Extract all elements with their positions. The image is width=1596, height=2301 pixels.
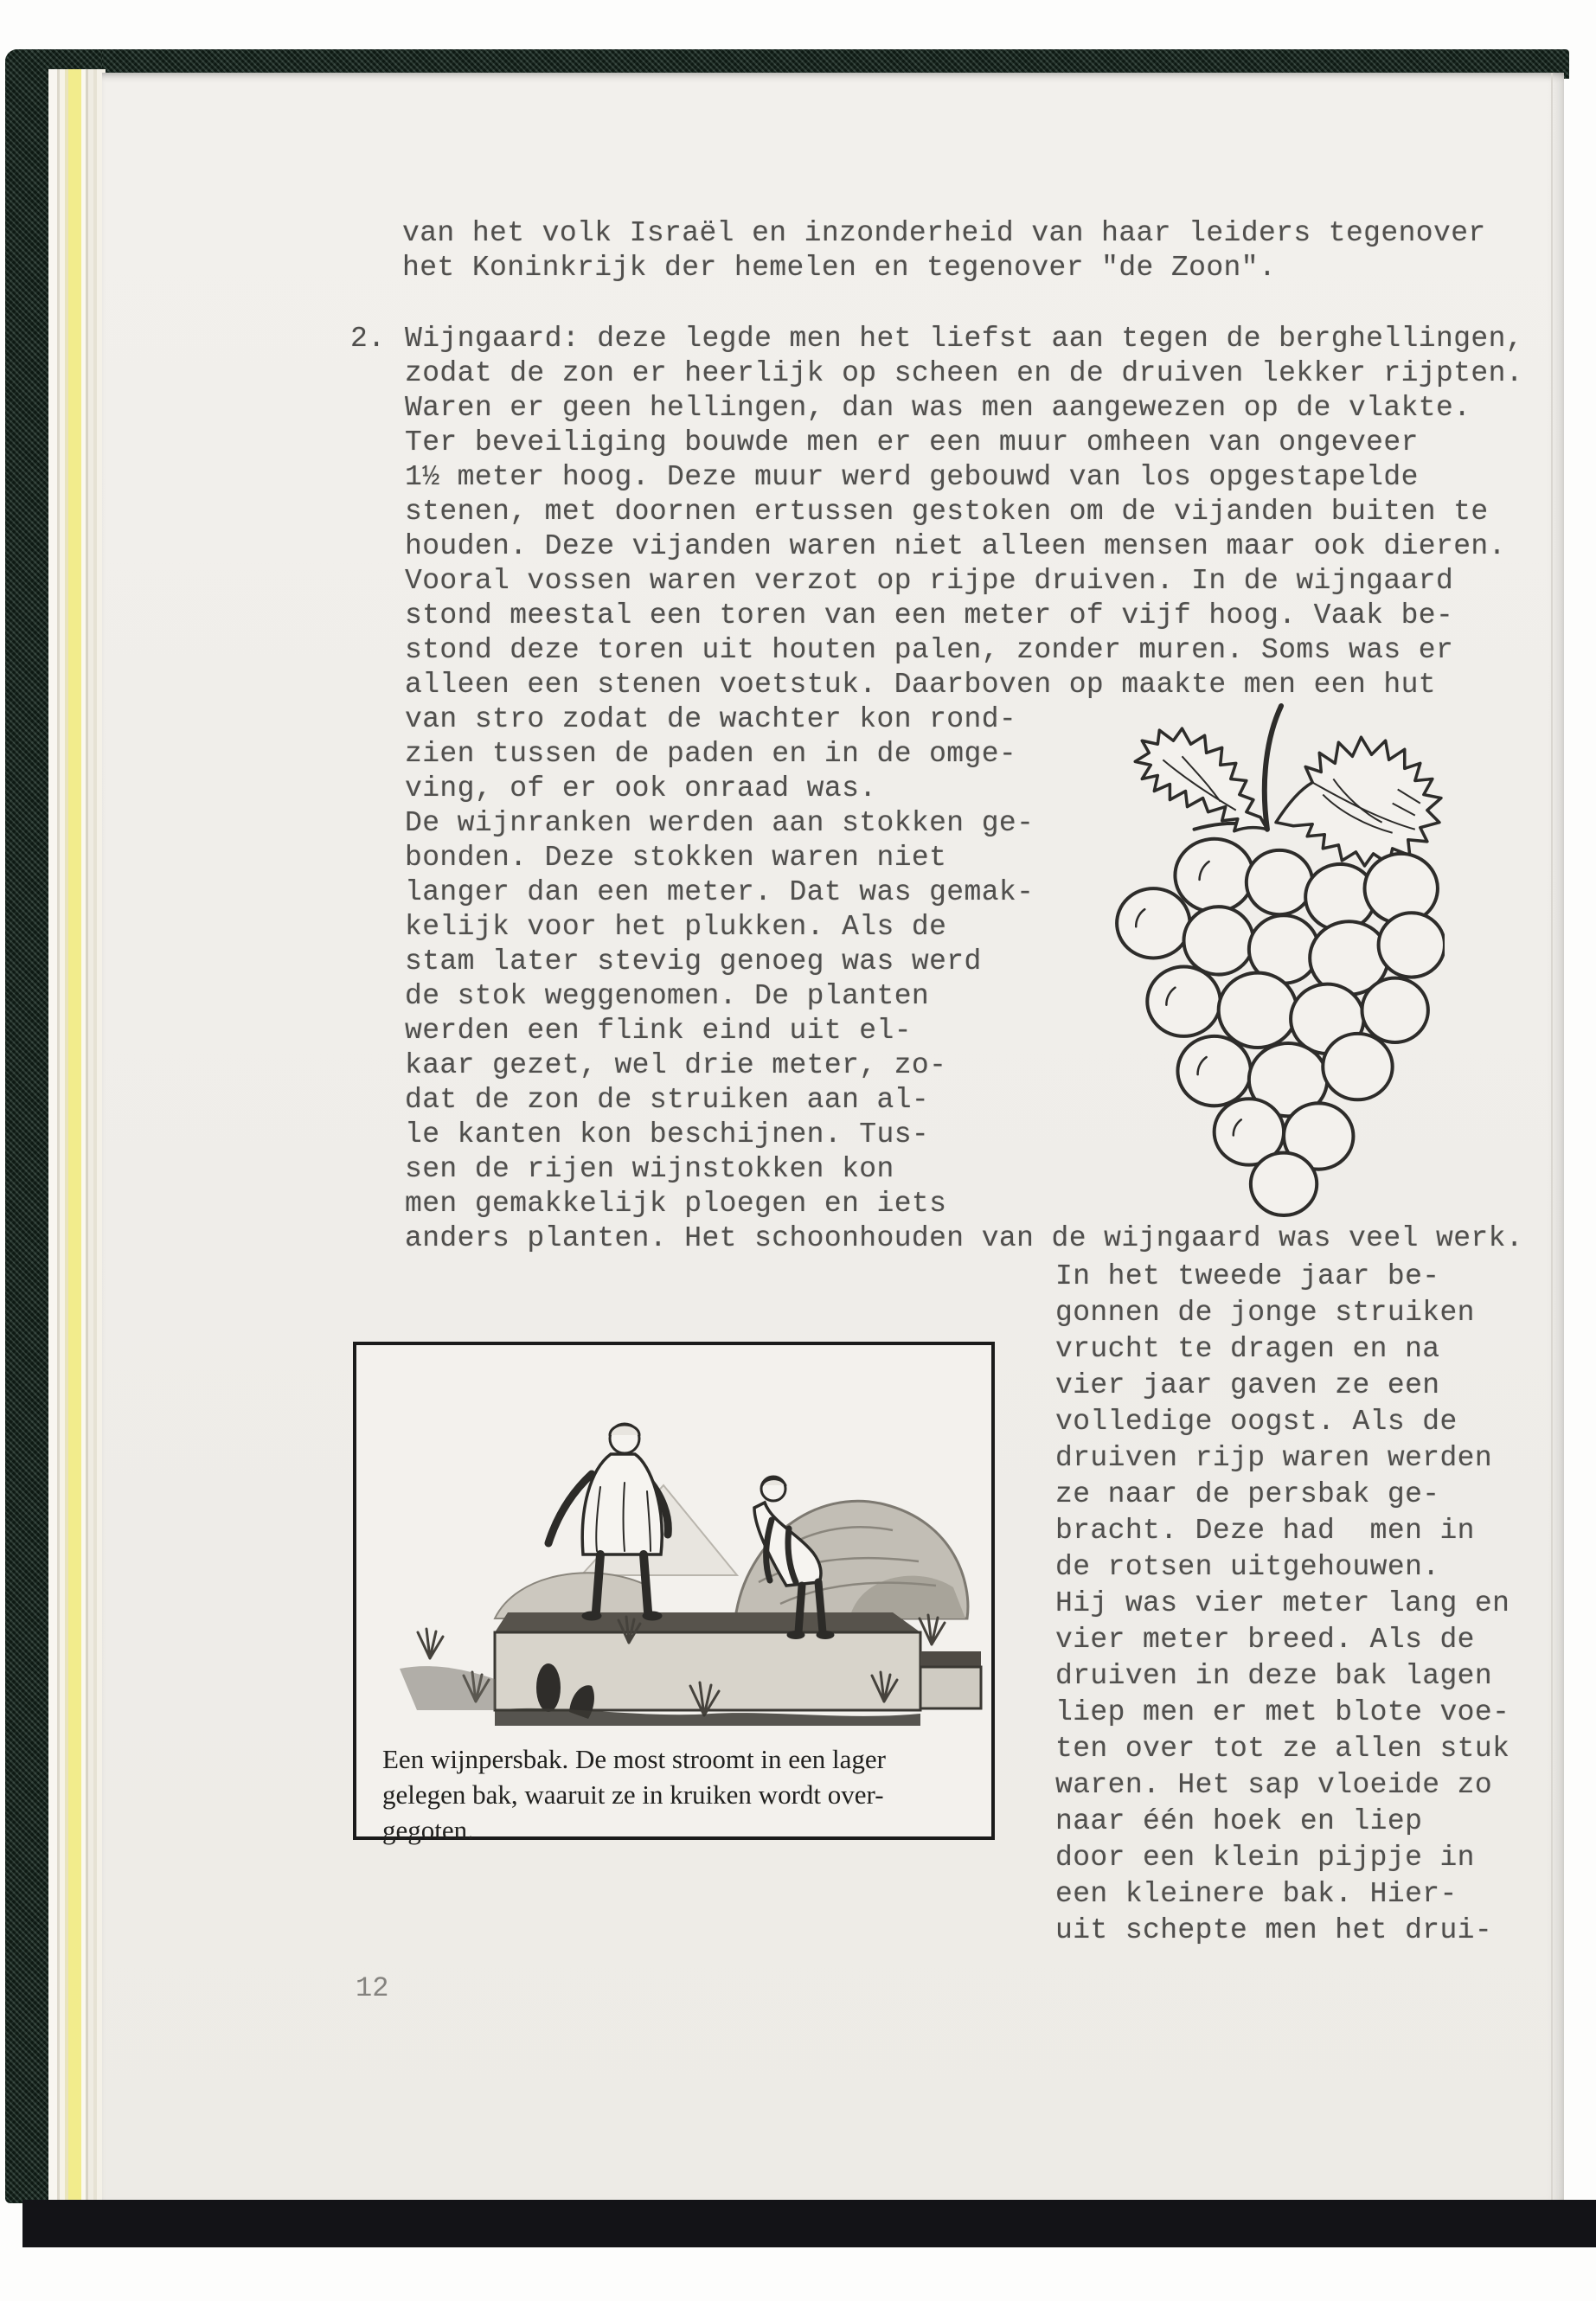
grape-illustration <box>1106 699 1445 1225</box>
text-line: Wijngaard: deze legde men het liefst aan tegen de berghellingen, <box>405 323 1524 355</box>
text-line: gonnen de jonge struiken <box>1055 1297 1475 1329</box>
text-line: Vooral vossen waren verzot op rijpe druiven. In de wijngaard <box>405 565 1454 597</box>
text-line: Ter beveiliging bouwde men er een muur omheen van ongeveer <box>405 426 1419 458</box>
text-line: dat de zon de struiken aan al- <box>405 1084 930 1116</box>
text-line: ten over tot ze allen stuk <box>1055 1733 1510 1765</box>
text-line: stam later stevig genoeg was werd <box>405 945 982 977</box>
winepress-illustration <box>365 1357 983 1729</box>
page-edges-stack <box>48 69 106 2201</box>
text-line: ze naar de persbak ge- <box>1055 1478 1440 1510</box>
text-line: De wijnranken werden aan stokken ge- <box>405 807 1035 839</box>
figure-caption <box>382 1741 971 1848</box>
text-line: liep men er met blote voe- <box>1055 1696 1510 1728</box>
text-line: houden. Deze vijanden waren niet alleen mensen maar ook dieren. <box>405 530 1506 562</box>
book-bottom-shadow <box>22 2200 1596 2247</box>
text-line: kaar gezet, wel drie meter, zo- <box>405 1049 947 1081</box>
section-text-narrow <box>405 702 1034 1221</box>
text-line: de rotsen uitgehouwen. <box>1055 1551 1440 1583</box>
text-line: van stro zodat de wachter kon rond- <box>405 703 1017 735</box>
text-line: vier meter breed. Als de <box>1055 1624 1475 1656</box>
text-line: door een klein pijpje in <box>1055 1842 1475 1874</box>
text-line: het Koninkrijk der hemelen en tegenover "de Zoon". <box>402 252 1277 284</box>
text-line: alleen een stenen voetstuk. Daarboven op maakte men een hut <box>405 669 1436 701</box>
text-line: werden een flink eind uit el- <box>405 1015 912 1047</box>
text-line: bonden. Deze stokken waren niet <box>405 842 947 874</box>
text-line: sen de rijen wijnstokken kon <box>405 1153 894 1185</box>
text-line: ving, of er ook onraad was. <box>405 772 877 804</box>
text-line: stond deze toren uit houten palen, zonder muren. Soms was er <box>405 634 1454 666</box>
text-line: vier jaar gaven ze een <box>1055 1369 1440 1401</box>
intro-paragraph <box>402 216 1486 285</box>
text-line: stenen, met doornen ertussen gestoken om de vijanden buiten te <box>405 496 1489 528</box>
text-line: volledige oogst. Als de <box>1055 1406 1458 1438</box>
text-line: Waren er geen hellingen, dan was men aangewezen op de vlakte. <box>405 392 1471 424</box>
section-text-wide <box>405 322 1523 702</box>
page-number: 12 <box>356 1972 389 2004</box>
text-line: In het tweede jaar be- <box>1055 1260 1440 1292</box>
text-line: men gemakkelijk ploegen en iets <box>405 1188 947 1220</box>
text-line: gelegen bak, waaruit ze in kruiken wordt over- <box>382 1779 884 1810</box>
text-line: een kleinere bak. Hier- <box>1055 1878 1458 1910</box>
text-line: le kanten kon beschijnen. Tus- <box>405 1118 930 1150</box>
text-line: anders planten. Het schoonhouden van de wijngaard was veel werk. <box>405 1222 1524 1254</box>
text-line: zien tussen de paden en in de omge- <box>405 738 1017 770</box>
text-line: druiven in deze bak lagen <box>1055 1660 1493 1692</box>
text-line: gegoten. <box>382 1815 474 1845</box>
text-line: druiven rijp waren werden <box>1055 1442 1493 1474</box>
section-closing-line <box>405 1221 1523 1256</box>
text-line: kelijk voor het plukken. Als de <box>405 911 947 943</box>
text-line: Een wijnpersbak. De most stroomt in een lager <box>382 1744 886 1774</box>
text-line: waren. Het sap vloeide zo <box>1055 1769 1493 1801</box>
text-line: bracht. Deze had men in <box>1055 1515 1475 1547</box>
figure-frame <box>353 1342 995 1845</box>
text-line: vrucht te dragen en na <box>1055 1333 1440 1365</box>
text-line: naar één hoek en liep <box>1055 1805 1423 1837</box>
text-line: 1½ meter hoog. Deze muur werd gebouwd van los opgestapelde <box>405 461 1419 493</box>
text-line: de stok weggenomen. De planten <box>405 980 930 1012</box>
section-marker: 2. <box>350 323 386 355</box>
text-line: van het volk Israël en inzonderheid van haar leiders tegenover <box>402 217 1486 249</box>
text-line: stond meestal een toren van een meter of vijf hoog. Vaak be- <box>405 599 1454 631</box>
grape-bunch-icon <box>1106 699 1445 1225</box>
text-line: zodat de zon er heerlijk op scheen en de druiven lekker rijpten. <box>405 357 1524 389</box>
text-line: Hij was vier meter lang en <box>1055 1587 1510 1619</box>
text-line: langer dan een meter. Dat was gemak- <box>405 876 1035 908</box>
text-line: uit schepte men het drui- <box>1055 1914 1493 1946</box>
right-column <box>1055 1259 1509 1949</box>
